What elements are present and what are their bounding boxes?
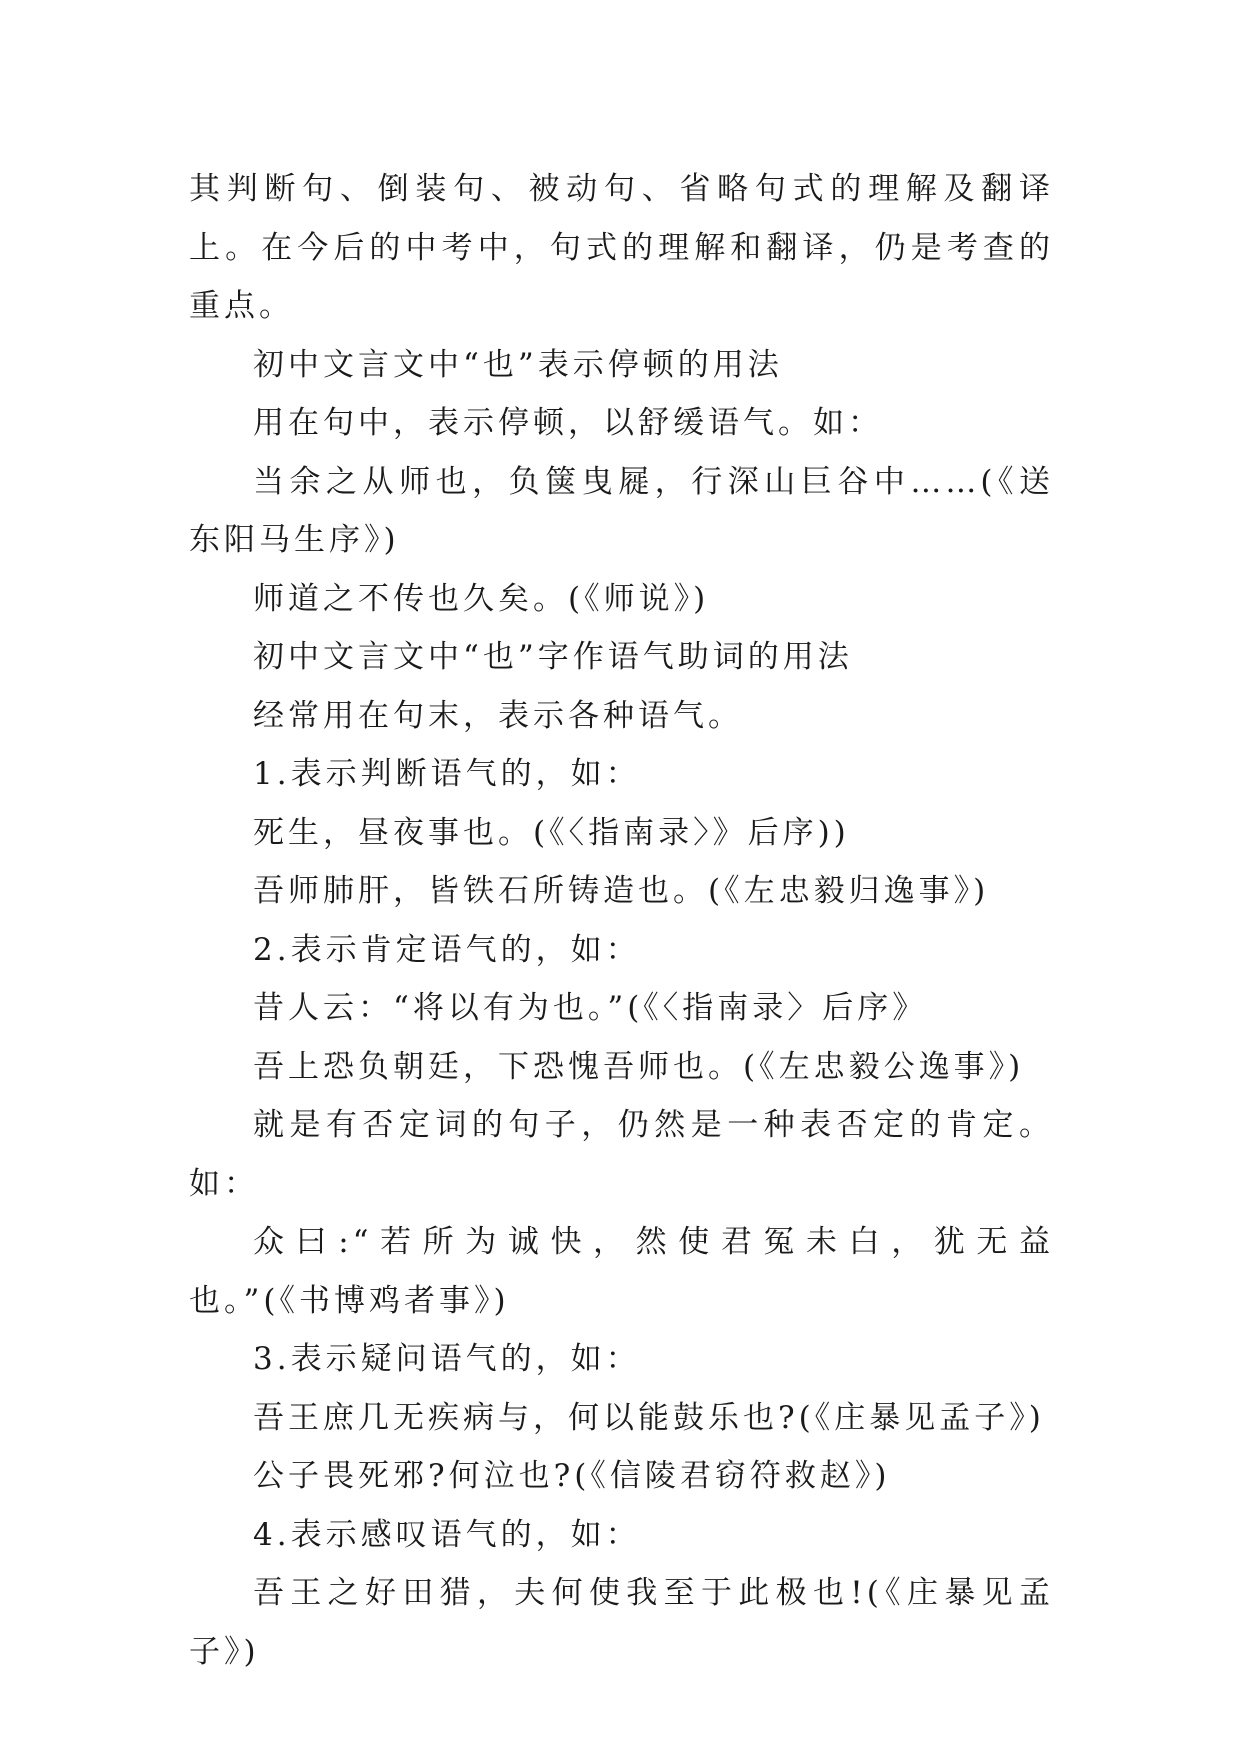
example-sentence: 当余之从师也，负箧曳屣，行深山巨谷中……(《送东阳马生序》) bbox=[189, 463, 1054, 558]
list-item-heading: 1.表示判断语气的，如： bbox=[253, 756, 641, 792]
paragraph: 经常用在句末，表示各种语气。 bbox=[253, 697, 743, 734]
list-item-heading: 2.表示肯定语气的，如： bbox=[253, 931, 641, 968]
section-heading: 初中文言文中“也”表示停顿的用法 bbox=[253, 346, 783, 383]
list-item-heading: 3.表示疑问语气的，如： bbox=[253, 1341, 641, 1377]
example-sentence: 死生，昼夜事也。(《〈指南录〉》后序)) bbox=[253, 814, 850, 851]
list-item-heading: 4.表示感叹语气的，如： bbox=[253, 1516, 641, 1553]
paragraph: 其判断句、倒装句、被动句、省略句式的理解及翻译上。在今后的中考中，句式的理解和翻译，仍是考查的重点。 bbox=[189, 171, 1054, 324]
example-sentence: 吾上恐负朝廷，下恐愧吾师也。(《左忠毅公逸事》) bbox=[253, 1048, 1025, 1085]
example-sentence: 昔人云：“将以有为也。”(《〈指南录〉后序》 bbox=[253, 990, 928, 1026]
document-body bbox=[189, 160, 1054, 1681]
example-sentence: 吾王庶几无疾病与，何以能鼓乐也?(《庄暴见孟子》) bbox=[253, 1399, 1045, 1436]
example-sentence: 吾王之好田猎，夫何使我至于此极也!(《庄暴见孟子》) bbox=[189, 1575, 1054, 1670]
example-sentence: 师道之不传也久矣。(《师说》) bbox=[253, 580, 710, 617]
example-sentence: 公子畏死邪?何泣也?(《信陵君窃符救赵》) bbox=[253, 1458, 891, 1494]
example-sentence: 众曰:“若所为诚快，然使君冤未白，犹无益也。”(《书博鸡者事》) bbox=[189, 1224, 1054, 1319]
paragraph: 用在句中，表示停顿，以舒缓语气。如： bbox=[253, 405, 883, 441]
paragraph: 就是有否定词的句子，仍然是一种表否定的肯定。如： bbox=[189, 1107, 1054, 1202]
example-sentence: 吾师肺肝，皆铁石所铸造也。(《左忠毅归逸事》) bbox=[253, 873, 990, 909]
section-heading: 初中文言文中“也”字作语气助词的用法 bbox=[253, 639, 853, 675]
